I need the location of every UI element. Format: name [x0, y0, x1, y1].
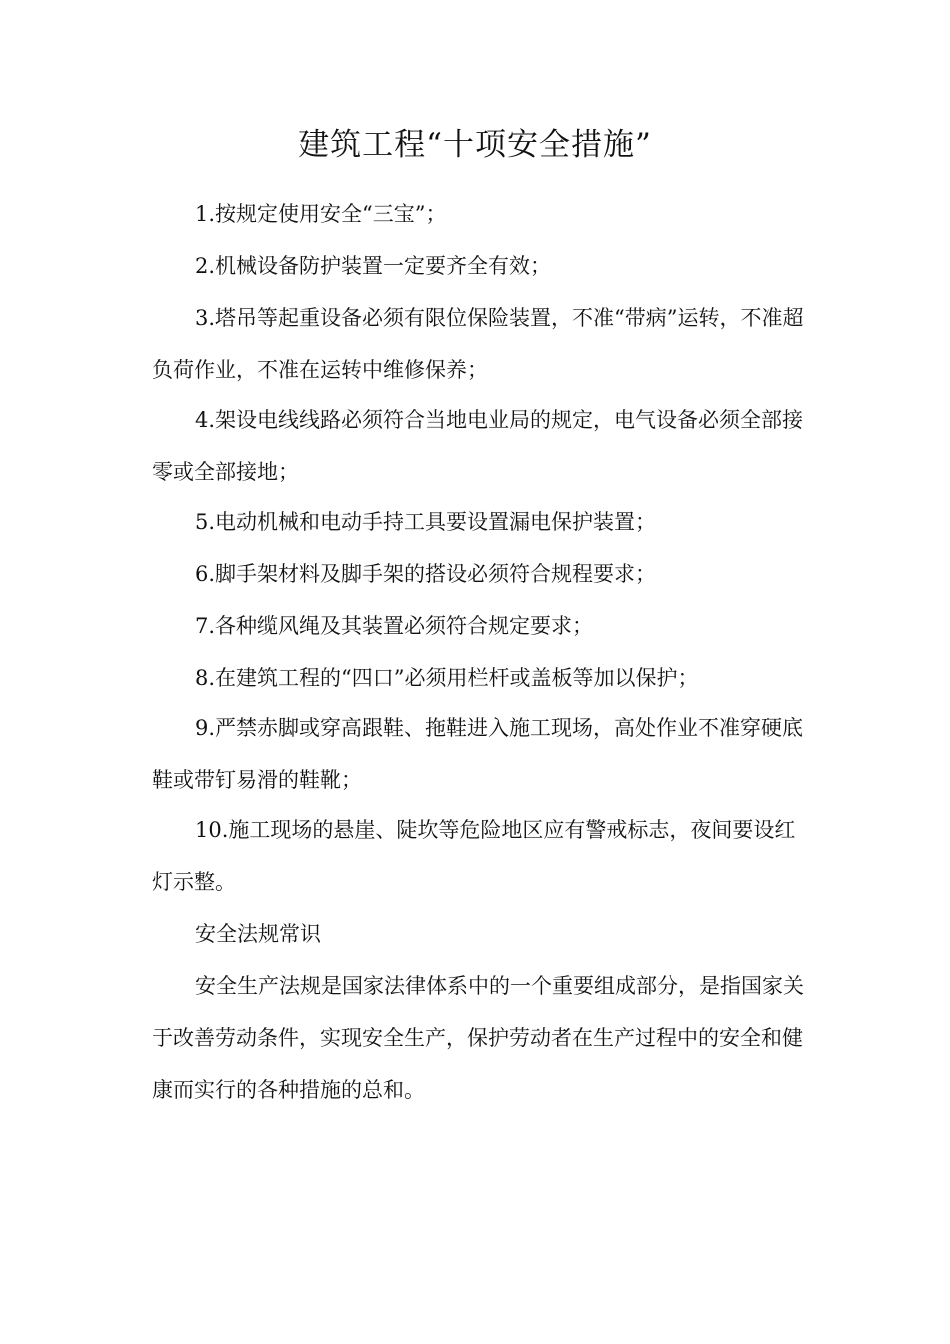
document-title: 建筑工程“十项安全措施” [298, 127, 652, 163]
safety-item-4: 4.架设电线线路必须符合当地电业局的规定，电气设备必须全部接零或全部接地； [152, 408, 804, 484]
section-heading: 安全法规常识 [195, 922, 321, 946]
safety-item-8: 8.在建筑工程的“四口”必须用栏杆或盖板等加以保护； [195, 666, 699, 690]
safety-item-6: 6.脚手架材料及脚手架的搭设必须符合规程要求； [195, 562, 657, 586]
safety-item-9: 9.严禁赤脚或穿高跟鞋、拖鞋进入施工现场，高处作业不准穿硬底鞋或带钉易滑的鞋靴； [152, 716, 804, 792]
safety-item-3: 3.塔吊等起重设备必须有限位保险装置，不准“带病”运转，不准超负荷作业，不准在运转中维修保养； [152, 306, 804, 382]
safety-item-7: 7.各种缆风绳及其装置必须符合规定要求； [195, 614, 594, 638]
safety-item-10: 10.施工现场的悬崖、陡坎等危险地区应有警戒标志，夜间要设红灯示整。 [152, 818, 796, 894]
safety-item-5: 5.电动机械和电动手持工具要设置漏电保护装置； [195, 510, 657, 534]
safety-item-1: 1.按规定使用安全“三宝”； [195, 202, 447, 226]
section-body: 安全生产法规是国家法律体系中的一个重要组成部分，是指国家关于改善劳动条件，实现安全生产，保护劳动者在生产过程中的安全和健康而实行的各种措施的总和。 [152, 974, 804, 1102]
safety-item-2: 2.机械设备防护装置一定要齐全有效； [195, 254, 552, 278]
